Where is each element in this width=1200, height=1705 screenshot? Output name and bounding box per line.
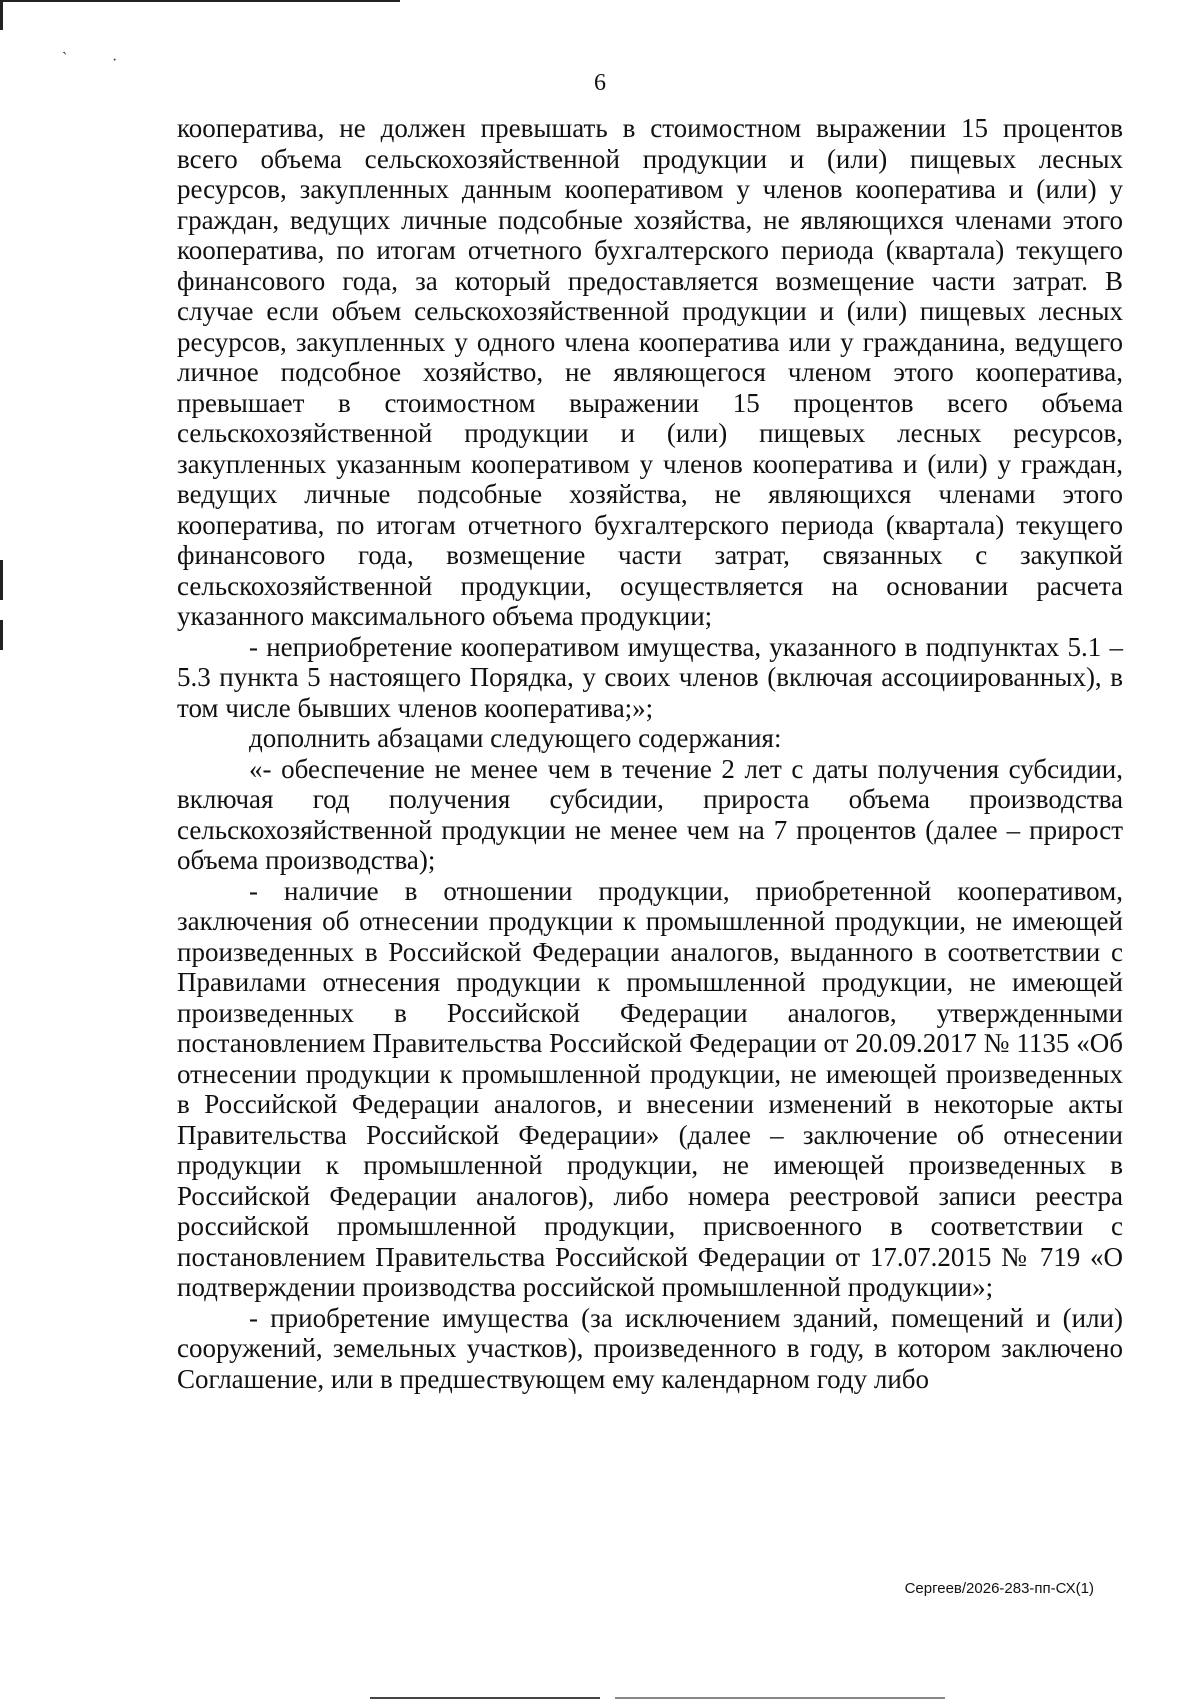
scan-left-edge-mark xyxy=(0,0,3,30)
document-body xyxy=(177,113,1123,1394)
paragraph-industrial-conclusion: - наличие в отношении продукции, приобретенной кооперативом, заключения об отнесении продукции к промышленной продукции, не имеющей произведенных в Российской Федерации аналогов, выданного в соответствии с Правилами отнесения продукции к промышленной продукции, не имеющей произведенных в Российской Федерации аналогов, утвержденными постановлением Правительства Российской Федерации от 20.09.2017 № 1135 «Об отнесении продукции к промышленной продукции, не имеющей произведенных в Российской Федерации аналогов, и внесении изменений в некоторые акты Правительства Российской Федерации» (далее – заключение об отнесении продукции к промышленной продукции, не имеющей произведенных в Российской Федерации аналогов), либо номера реестровой записи реестра российской промышленной продукции, присвоенного в соответствии с постановлением Правительства Российской Федерации от 17.07.2015 № 719 «О подтверждении производства российской промышленной продукции»; xyxy=(177,875,1123,1302)
paragraph-cooperative-limit: кооператива, не должен превышать в стоимостном выражении 15 процентов всего объема сельскохозяйственной продукции и (или) пищевых лесных ресурсов, закупленных данным кооперативом у членов кооператива и (или) у граждан, ведущих личные подсобные хозяйства, не являющихся членами этого кооператива, по итогам отчетного бухгалтерского периода (квартала) текущего финансового года, за который предоставляется возмещение части затрат. В случае если объем сельскохозяйственной продукции и (или) пищевых лесных ресурсов, закупленных у одного члена кооператива или у гражданина, ведущего личное подсобное хозяйство, не являющегося членом этого кооператива, превышает в стоимостном выражении 15 процентов всего объема сельскохозяйственной продукции и (или) пищевых лесных ресурсов, закупленных указанным кооперативом у членов кооператива и (или) у граждан, ведущих личные подсобные хозяйства, не являющихся членами этого кооператива, по итогам отчетного бухгалтерского периода (квартала) текущего финансового года, возмещение части затрат, связанных с закупкой сельскохозяйственной продукции, осуществляется на основании расчета указанного максимального объема продукции; xyxy=(177,113,1123,631)
scan-bottom-edge-line xyxy=(370,1697,600,1699)
paragraph-property-acquisition: - приобретение имущества (за исключением зданий, помещений и (или) сооружений, земельных участков), произведенного в году, в котором заключено Соглашение, или в предшествующем ему календарном году либо xyxy=(177,1302,1123,1394)
scan-left-edge-mark xyxy=(0,620,3,650)
scan-speck: ˋ xyxy=(62,50,68,67)
scan-speck: · xyxy=(112,52,118,69)
document-reference: Сергеев/2026-283-пп-СХ(1) xyxy=(904,1580,1094,1597)
paragraph-non-acquisition: - неприобретение кооперативом имущества, указанного в подпунктах 5.1 – 5.3 пункта 5 настоящего Порядка, у своих членов (включая ассоциированных), в том числе бывших членов кооператива;»; xyxy=(177,631,1123,723)
page-number: 6 xyxy=(594,70,606,96)
scan-bottom-edge-line xyxy=(615,1697,945,1699)
paragraph-amendment-intro: дополнить абзацами следующего содержания: xyxy=(249,723,782,753)
paragraph-production-growth: «- обеспечение не менее чем в течение 2 лет с даты получения субсидии, включая год получения субсидии, прироста объема производства сельскохозяйственной продукции не менее чем на 7 процентов (далее – прирост объема производства); xyxy=(177,753,1123,875)
scan-left-edge-mark xyxy=(0,560,3,600)
scan-top-edge-line xyxy=(0,0,400,2)
